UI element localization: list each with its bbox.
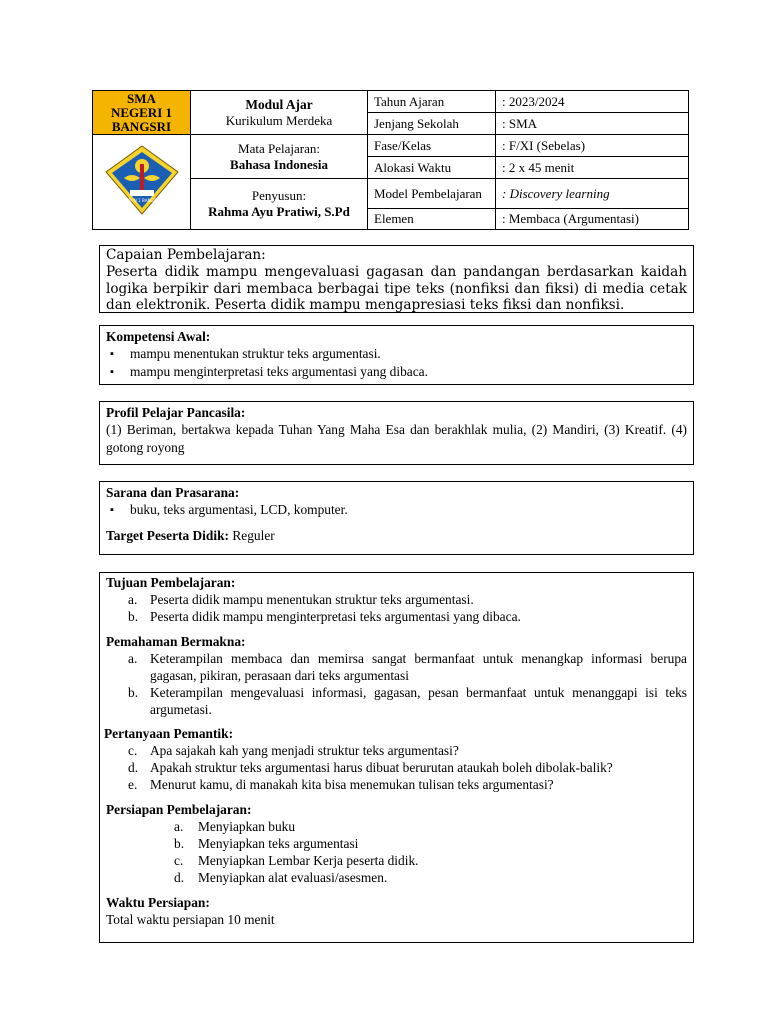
pertanyaan-list bbox=[106, 742, 687, 793]
modul-cell bbox=[191, 91, 368, 135]
list-item: d. Menyiapkan alat evaluasi/asesmen. bbox=[174, 870, 388, 885]
list-item: b. Keterampilan mengevaluasi informasi, gagasan, pesan bermanfaat untuk menanggapi isi teks argumetasi. bbox=[128, 685, 687, 717]
mapel-value: Bahasa Indonesia bbox=[230, 156, 328, 172]
list-item: ▪ buku, teks argumentasi, LCD, komputer. bbox=[106, 501, 687, 519]
pemahaman-title: Pemahaman Bermakna: bbox=[106, 634, 246, 649]
penyusun-value: Rahma Ayu Pratiwi, S.Pd bbox=[208, 204, 350, 219]
logo-text: SMA N 1 BANGSRI bbox=[123, 198, 160, 203]
header-table bbox=[92, 90, 689, 230]
row-label-fase: Fase/Kelas bbox=[368, 135, 496, 157]
school-name-line2: NEGERI 1 bbox=[110, 104, 173, 120]
sarana-box bbox=[99, 481, 694, 555]
mapel-cell bbox=[191, 135, 368, 179]
row-value-tahun: : 2023/2024 bbox=[496, 91, 689, 113]
waktu-title: Waktu Persiapan: bbox=[106, 895, 210, 910]
list-item: a. Keterampilan membaca dan memirsa sangat bermanfaat untuk menangkap informasi berupa gagasan, pikiran, perasaan dari teks argumentasi bbox=[128, 651, 687, 683]
row-label-model: Model Pembelajaran bbox=[368, 179, 496, 209]
list-item: e. Menurut kamu, di manakah kita bisa menemukan tulisan teks argumentasi? bbox=[128, 777, 554, 792]
capaian-box bbox=[99, 245, 694, 313]
row-label-elemen: Elemen bbox=[368, 209, 496, 230]
row-value-elemen: : Membaca (Argumentasi) bbox=[496, 209, 689, 230]
row-value-fase: : F/XI (Sebelas) bbox=[496, 135, 689, 157]
list-item: ▪ mampu menentukan struktur teks argumentasi. bbox=[106, 345, 687, 363]
target-line bbox=[106, 527, 687, 544]
persiapan-list bbox=[106, 818, 687, 886]
profil-text: (1) Beriman, bertakwa kepada Tuhan Yang Maha Esa dan berakhlak mulia, (2) Mandiri, (3) Kreatif. (4) gotong royong bbox=[106, 422, 687, 455]
profil-title: Profil Pelajar Pancasila: bbox=[106, 405, 246, 420]
sarana-title: Sarana dan Prasarana: bbox=[106, 485, 240, 500]
list-item: ▪ mampu menginterpretasi teks argumentasi yang dibaca. bbox=[106, 363, 687, 381]
kompetensi-title: Kompetensi Awal: bbox=[106, 329, 211, 344]
list-item: d. Apakah struktur teks argumentasi harus dibuat berurutan ataukah boleh dibolak-balik? bbox=[128, 760, 613, 775]
profil-box bbox=[99, 401, 694, 465]
tujuan-list bbox=[106, 591, 687, 625]
pemahaman-list bbox=[106, 650, 687, 718]
main-box bbox=[99, 572, 694, 943]
target-value: Reguler bbox=[228, 528, 275, 543]
list-item: c. Menyiapkan Lembar Kerja peserta didik. bbox=[174, 853, 419, 868]
kompetensi-box bbox=[99, 325, 694, 385]
row-value-alokasi: : 2 x 45 menit bbox=[496, 157, 689, 179]
pertanyaan-title: Pertanyaan Pemantik: bbox=[104, 726, 234, 741]
penyusun-label: Penyusun: bbox=[251, 188, 307, 203]
row-label-jenjang: Jenjang Sekolah bbox=[368, 113, 496, 135]
modul-subtitle: Kurikulum Merdeka bbox=[225, 112, 333, 128]
kompetensi-list bbox=[106, 345, 687, 381]
list-item: a. Menyiapkan buku bbox=[174, 819, 296, 834]
persiapan-title: Persiapan Pembelajaran: bbox=[106, 802, 252, 817]
school-name-cell bbox=[93, 91, 191, 135]
logo-cell bbox=[93, 135, 191, 230]
list-item: a. Peserta didik mampu menentukan struktur teks argumentasi. bbox=[128, 592, 474, 607]
tujuan-title: Tujuan Pembelajaran: bbox=[106, 575, 236, 590]
row-label-tahun: Tahun Ajaran bbox=[368, 91, 496, 113]
mapel-label: Mata Pelajaran: bbox=[238, 140, 320, 156]
row-value-jenjang: : SMA bbox=[496, 113, 689, 135]
waktu-text: Total waktu persiapan 10 menit bbox=[106, 912, 275, 927]
capaian-title: Capaian Pembelajaran: bbox=[106, 247, 266, 263]
target-label: Target Peserta Didik: bbox=[106, 528, 229, 543]
school-name-line3: BANGSRI bbox=[111, 118, 172, 134]
modul-title: Modul Ajar bbox=[245, 96, 313, 112]
list-item: c. Apa sajakah kah yang menjadi struktur teks argumentasi? bbox=[128, 743, 459, 758]
school-logo-icon bbox=[102, 144, 182, 216]
school-name-line1: SMA bbox=[127, 90, 156, 106]
list-item: b. Peserta didik mampu menginterpretasi teks argumentasi yang dibaca. bbox=[128, 609, 521, 624]
row-label-alokasi: Alokasi Waktu bbox=[368, 157, 496, 179]
row-value-model: : Discovery learning bbox=[496, 179, 689, 209]
sarana-list bbox=[106, 501, 687, 519]
penyusun-cell bbox=[191, 179, 368, 230]
capaian-text: Peserta didik mampu mengevaluasi gagasan dan pandangan berdasarkan kaidah logika berpikir dari membaca berbagai tipe teks (nonfiksi dan fiksi) di media cetak dan elektronik. Peserta didik mampu mengapresiasi teks fiksi dan nonfiksi. bbox=[106, 264, 687, 314]
list-item: b. Menyiapkan teks argumentasi bbox=[174, 836, 359, 851]
